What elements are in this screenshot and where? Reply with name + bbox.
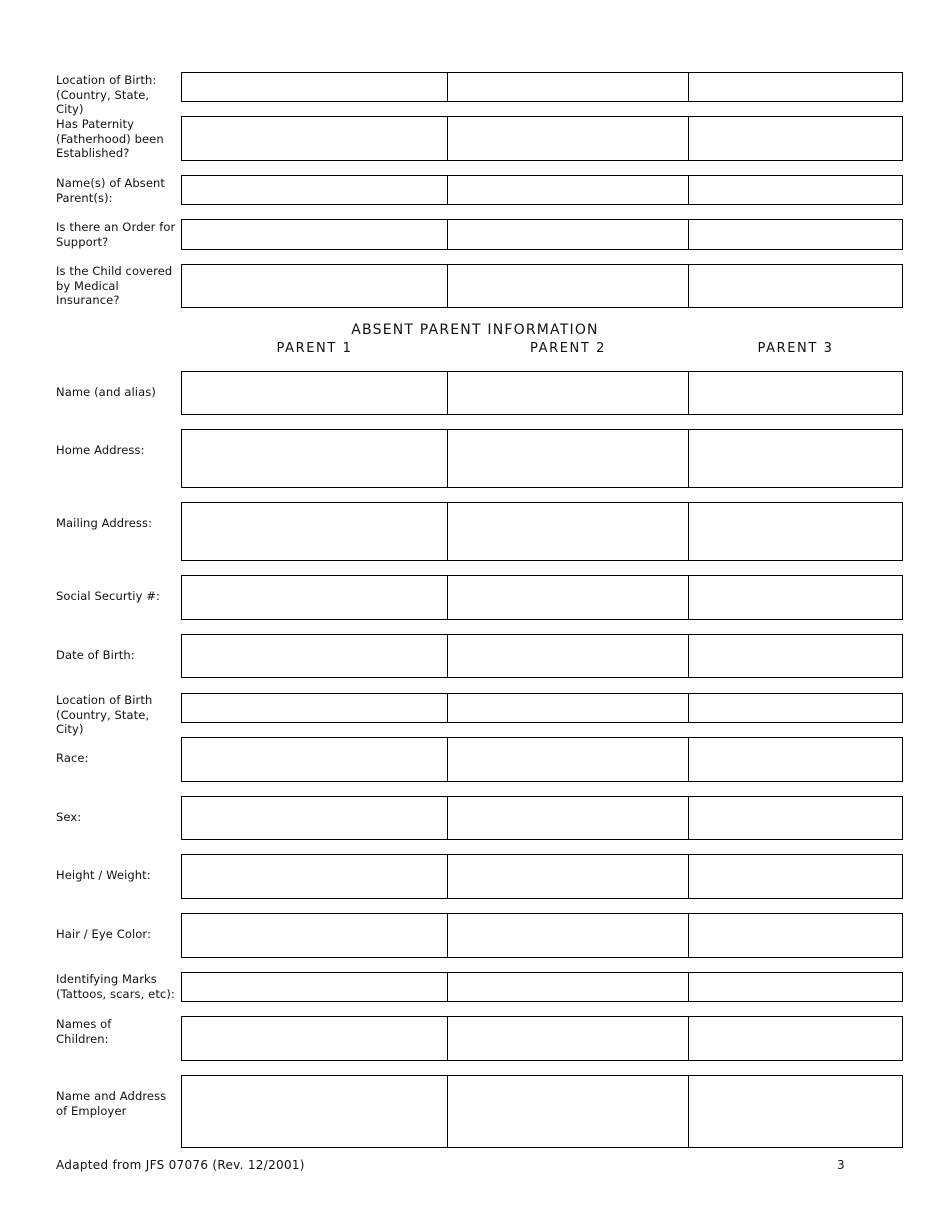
- row-label: Name (and alias): [56, 385, 156, 399]
- row-label: Race:: [56, 751, 89, 765]
- parent-row-employer: [0, 1075, 950, 1148]
- parent-row-location-of-birth: [0, 693, 950, 736]
- child-row-support-order: [0, 219, 950, 250]
- parent-row-home-address: [0, 429, 950, 488]
- row-label: Is there an Order for Support?: [56, 220, 176, 249]
- row-label: Home Address:: [56, 443, 145, 457]
- section-title: ABSENT PARENT INFORMATION: [351, 322, 599, 338]
- field-child-1[interactable]: [181, 264, 448, 308]
- field-parent-2[interactable]: [447, 796, 689, 840]
- field-parent-1[interactable]: [181, 1016, 448, 1061]
- field-child-3[interactable]: [688, 72, 903, 102]
- field-child-3[interactable]: [688, 175, 903, 205]
- parent-row-identifying-marks: [0, 972, 950, 1002]
- field-parent-3[interactable]: [688, 1016, 903, 1061]
- field-parent-2[interactable]: [447, 972, 689, 1002]
- field-parent-2[interactable]: [447, 693, 689, 723]
- row-label: Is the Child covered by Medical Insurance?: [56, 264, 173, 307]
- field-child-3[interactable]: [688, 264, 903, 308]
- field-parent-2[interactable]: [447, 371, 689, 415]
- field-parent-3[interactable]: [688, 634, 903, 678]
- parent-row-mailing-address: [0, 502, 950, 561]
- parent-row-race: [0, 737, 950, 782]
- row-label: Name(s) of Absent Parent(s):: [56, 176, 166, 205]
- field-parent-1[interactable]: [181, 737, 448, 782]
- field-child-2[interactable]: [447, 72, 689, 102]
- row-label: Mailing Address:: [56, 516, 153, 530]
- field-parent-3[interactable]: [688, 913, 903, 958]
- row-label: Hair / Eye Color:: [56, 927, 152, 941]
- row-label: Identifying Marks (Tattoos, scars, etc):: [56, 972, 175, 1001]
- field-parent-2[interactable]: [447, 429, 689, 488]
- field-parent-2[interactable]: [447, 913, 689, 958]
- child-row-paternity: [0, 116, 950, 161]
- field-parent-3[interactable]: [688, 1075, 903, 1148]
- field-child-1[interactable]: [181, 219, 448, 250]
- child-row-location-of-birth: [0, 72, 950, 116]
- parent-row-hair-eye-color: [0, 913, 950, 958]
- field-parent-1[interactable]: [181, 854, 448, 899]
- parent-row-height-weight: [0, 854, 950, 899]
- field-parent-1[interactable]: [181, 796, 448, 840]
- field-child-2[interactable]: [447, 175, 689, 205]
- field-parent-1[interactable]: [181, 429, 448, 488]
- field-child-2[interactable]: [447, 116, 689, 161]
- form-reference: Adapted from JFS 07076 (Rev. 12/2001): [56, 1158, 305, 1172]
- field-parent-3[interactable]: [688, 502, 903, 561]
- page-number: 3: [837, 1158, 845, 1172]
- field-parent-1[interactable]: [181, 502, 448, 561]
- field-parent-2[interactable]: [447, 854, 689, 899]
- field-parent-1[interactable]: [181, 371, 448, 415]
- row-label: Has Paternity (Fatherhood) been Established?: [56, 117, 164, 160]
- field-parent-3[interactable]: [688, 429, 903, 488]
- field-child-1[interactable]: [181, 175, 448, 205]
- field-parent-1[interactable]: [181, 972, 448, 1002]
- field-parent-3[interactable]: [688, 693, 903, 723]
- field-parent-3[interactable]: [688, 972, 903, 1002]
- row-label: Location of Birth (Country, State, City): [56, 693, 153, 736]
- field-parent-3[interactable]: [688, 371, 903, 415]
- field-parent-3[interactable]: [688, 854, 903, 899]
- parent-row-date-of-birth: [0, 634, 950, 678]
- field-child-3[interactable]: [688, 116, 903, 161]
- field-parent-2[interactable]: [447, 502, 689, 561]
- column-header-parent-2: PARENT 2: [529, 341, 607, 356]
- field-parent-1[interactable]: [181, 634, 448, 678]
- field-child-2[interactable]: [447, 219, 689, 250]
- column-header-parent-3: PARENT 3: [757, 341, 834, 356]
- column-header-parent-1: PARENT 1: [276, 341, 353, 356]
- child-row-absent-parents: [0, 175, 950, 205]
- field-parent-3[interactable]: [688, 575, 903, 620]
- field-parent-1[interactable]: [181, 1075, 448, 1148]
- field-parent-2[interactable]: [447, 737, 689, 782]
- field-child-2[interactable]: [447, 264, 689, 308]
- field-parent-3[interactable]: [688, 737, 903, 782]
- field-child-3[interactable]: [688, 219, 903, 250]
- field-parent-2[interactable]: [447, 1016, 689, 1061]
- row-label: Location of Birth: (Country, State, City): [56, 73, 157, 116]
- field-child-1[interactable]: [181, 72, 448, 102]
- field-parent-2[interactable]: [447, 634, 689, 678]
- field-parent-3[interactable]: [688, 796, 903, 840]
- field-parent-1[interactable]: [181, 913, 448, 958]
- field-parent-1[interactable]: [181, 693, 448, 723]
- row-label: Height / Weight:: [56, 868, 151, 882]
- field-child-1[interactable]: [181, 116, 448, 161]
- field-parent-2[interactable]: [447, 1075, 689, 1148]
- parent-row-names-of-children: [0, 1016, 950, 1061]
- row-label: Sex:: [56, 810, 82, 824]
- parent-row-sex: [0, 796, 950, 840]
- field-parent-1[interactable]: [181, 575, 448, 620]
- parent-row-name: [0, 371, 950, 415]
- row-label: Date of Birth:: [56, 648, 135, 662]
- row-label: Social Securtiy #:: [56, 589, 160, 603]
- child-row-medical-insurance: [0, 264, 950, 308]
- parent-row-ssn: [0, 575, 950, 620]
- row-label: Name and Address of Employer: [56, 1089, 167, 1118]
- row-label: Names of Children:: [56, 1017, 112, 1046]
- field-parent-2[interactable]: [447, 575, 689, 620]
